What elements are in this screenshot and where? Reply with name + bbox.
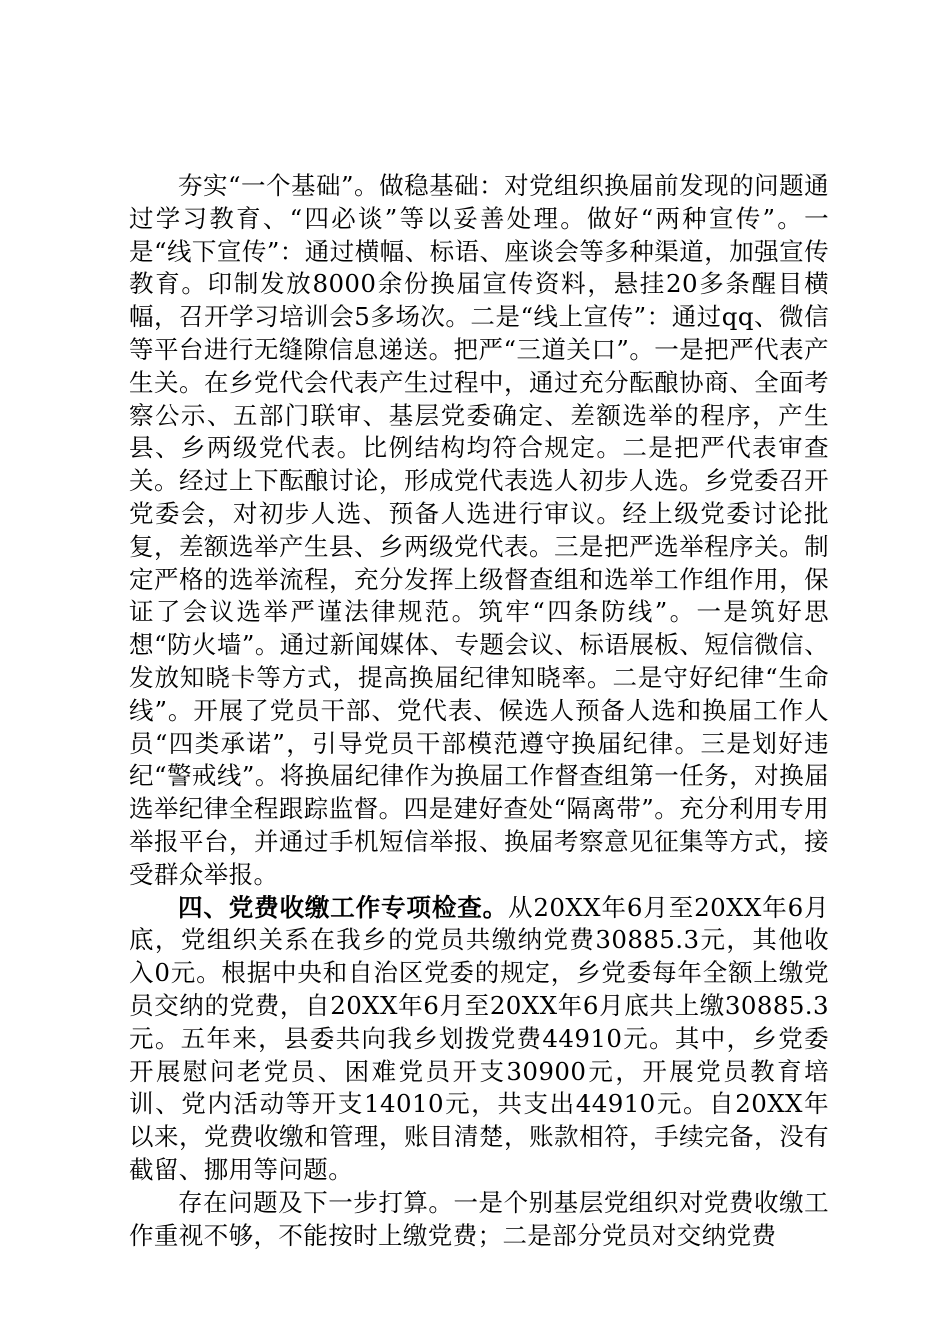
paragraph-election-work: 夯实“一个基础”。做稳基础：对党组织换届前发现的问题通过学习教育、“四必谈”等以妥善处理。做好“两种宣传”。一是“线下宣传”：通过横幅、标语、座谈会等多种渠道，加强宣传教育。印制发放8000余份换届宣传资料，悬挂20多条醒目横幅，召开学习培训会5多场次。二是“线上宣传”：通过qq、微信等平台进行无缝隙信息递送。把严“三道关口”。一是把严代表产生关。在乡党代会代表产生过程中，通过充分酝酿协商、全面考察公示、五部门联审、基层党委确定、差额选举的程序，产生县、乡两级党代表。比例结构均符合规定。二是把严代表审查关。经过上下酝酿讨论，形成党代表选人初步人选。乡党委召开党委会，对初步人选、预备人选进行审议。经上级党委讨论批复，差额选举产生县、乡两级党代表。三是把严选举程序关。制定严格的选举流程，充分发挥上级督查组和选举工作组作用，保证了会议选举严谨法律规范。筑牢“四条防线”。一是筑好思想“防火墙”。通过新闻媒体、专题会议、标语展板、短信微信、发放知晓卡等方式，提高换届纪律知晓率。二是守好纪律“生命线”。开展了党员干部、党代表、候选人预备人选和换届工作人员“四类承诺”，引导党员干部模范遵守换届纪律。三是划好违纪“警戒线”。将换届纪律作为换届工作督查组第一任务，对换届选举纪律全程跟踪监督。四是建好查处“隔离带”。充分利用专用举报平台，并通过手机短信举报、换届考察意见征集等方式，接受群众举报。 xyxy=(129,171,829,889)
section-heading-party-fee: 四、党费收缴工作专项检查。 xyxy=(178,892,508,922)
document-page xyxy=(129,170,829,1252)
paragraph-problems-next-steps: 存在问题及下一步打算。一是个别基层党组织对党费收缴工作重视不够，不能按时上缴党费；二是部分党员对交纳党费 xyxy=(129,1187,829,1250)
paragraph-party-fee-body: 从20XX年6月至20XX年6月底，党组织关系在我乡的党员共缴纳党费30885.3元，其他收入0元。根据中央和自治区党委的规定，乡党委每年全额上缴党员交纳的党费，自20XX年6月至20XX年6月底共上缴30885.3元。五年来，县委共向我乡划拨党费44910元。其中，乡党委开展慰问老党员、困难党员开支30900元，开展党员教育培训、党内活动等开支14010元，共支出44910元。自20XX年以来，党费收缴和管理，账目清楚，账款相符，手续完备，没有截留、挪用等问题。 xyxy=(129,892,829,1184)
paragraph-party-fee-check xyxy=(129,892,829,1187)
